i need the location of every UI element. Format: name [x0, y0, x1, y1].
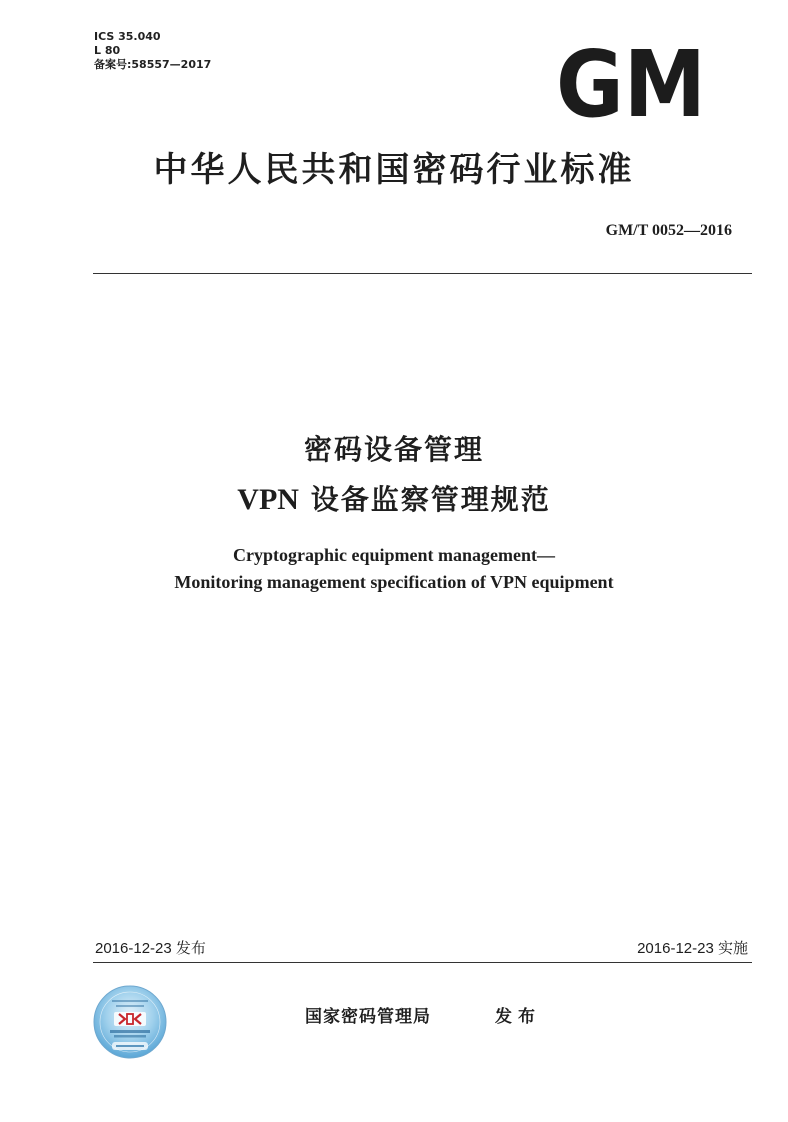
header-divider	[93, 273, 752, 274]
title-en-line2: Monitoring management specification of VPN equipment	[174, 572, 614, 592]
issue-date: 2016-12-23 发布	[95, 940, 206, 957]
gm-logo-icon	[554, 42, 708, 118]
effective-date: 2016-12-23 实施	[637, 940, 748, 957]
publisher-name: 国家密码管理局	[305, 1007, 431, 1027]
title-cn-line2-latin: VPN	[237, 483, 299, 516]
footer-divider	[93, 962, 752, 963]
ics-code: ICS 35.040	[94, 30, 161, 43]
svg-text:GM: GM	[556, 42, 706, 118]
standard-category-title: 中华人民共和国密码行业标准	[153, 150, 635, 190]
filing-number: 备案号:58557—2017	[94, 58, 212, 71]
publish-label: 发布	[495, 1007, 541, 1027]
title-cn-line2	[0, 478, 788, 518]
standard-number: GM/T 0052—2016	[605, 222, 732, 239]
title-cn-line1: 密码设备管理	[303, 433, 484, 466]
ccs-code: L 80	[94, 44, 121, 57]
title-cn-line2-text: 设备监察管理规范	[310, 483, 551, 516]
anti-counterfeit-seal-icon	[92, 984, 168, 1060]
title-en-line1: Cryptographic equipment management—	[233, 545, 555, 565]
